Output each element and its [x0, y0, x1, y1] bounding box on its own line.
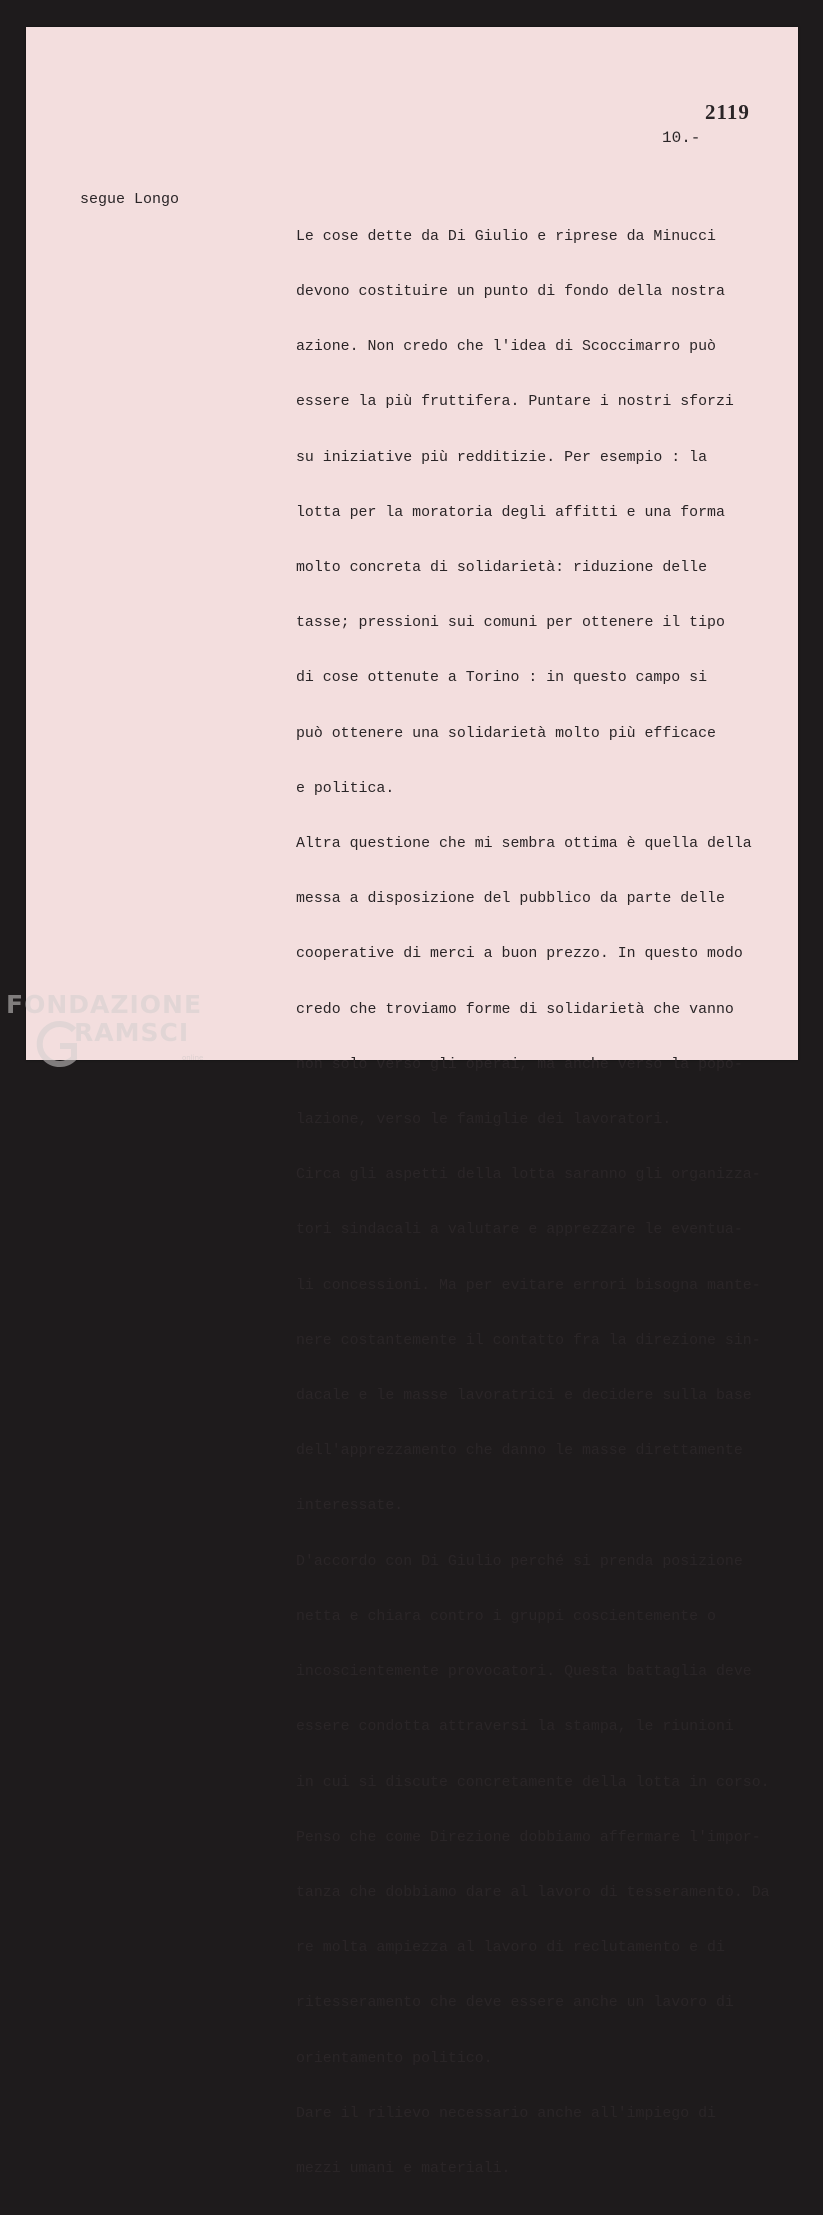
text-line: azione. Non credo che l'idea di Scoccimarro può: [296, 339, 716, 356]
text-line: Circa gli aspetti della lotta saranno gli organizza-: [296, 1167, 761, 1184]
text-line: essere la più fruttifera. Puntare i nostri sforzi: [296, 394, 734, 411]
text-line: interessate.: [296, 1498, 404, 1515]
text-line: mezzi umani e materiali.: [296, 2160, 511, 2177]
text-line: cooperative di merci a buon prezzo. In questo modo: [296, 946, 743, 963]
watermark-line-2: RAMSCI: [74, 1018, 190, 1047]
speaker-label: segue Longo: [80, 191, 180, 208]
section-number: 10.-: [662, 129, 701, 147]
text-line: tori sindacali a valutare e apprezzare le eventua-: [296, 1222, 743, 1239]
text-line: li concessioni. Ma per evitare errori bisogna mante-: [296, 1277, 761, 1294]
text-line: su iniziative più redditizie. Per esempio : la: [296, 449, 708, 466]
fondazione-gramsci-watermark: [6, 990, 206, 1080]
text-line: lotta per la moratoria degli affitti e una forma: [296, 504, 725, 521]
text-line: messa a disposizione del pubblico da parte delle: [296, 891, 725, 908]
text-line: re molta ampiezza al lavoro di reclutamento e di: [296, 1940, 725, 1957]
text-line: può ottenere una solidarietà molto più efficace: [296, 725, 716, 742]
text-line: credo che troviamo forme di solidarietà che vanno: [296, 1001, 734, 1018]
watermark-line-1: FONDAZIONE: [6, 990, 203, 1019]
document-page: [26, 27, 798, 2177]
text-line: netta e chiara contro i gruppi coscientemente o: [296, 1608, 716, 1625]
text-line: essere condotta attraversi la stampa, le riunioni: [296, 1719, 734, 1736]
text-line: incoscientemente provocatori. Questa battaglia deve: [296, 1664, 752, 1681]
text-line: orientamento politico.: [296, 2050, 493, 2067]
text-line: non solo verso gli operai, ma anche verso la popo-: [296, 1056, 743, 1073]
text-line: tasse; pressioni sui comuni per ottenere il tipo: [296, 615, 725, 632]
text-line: molto concreta di solidarietà: riduzione delle: [296, 560, 708, 577]
text-line: Altra questione che mi sembra ottima è quella della: [296, 836, 752, 853]
text-line: dacale e le masse lavoratrici e decidere sulla base: [296, 1388, 752, 1405]
text-line: di cose ottenute a Torino : in questo campo si: [296, 670, 708, 687]
text-line: tanza che dobbiamo dare al lavoro di tesseramento. Da: [296, 1884, 770, 1901]
text-line: Le cose dette da Di Giulio e riprese da Minucci: [296, 228, 716, 245]
text-line: Dare il rilievo necessario anche all'impiego di: [296, 2105, 716, 2122]
watermark-online: online: [182, 1054, 204, 1062]
text-line: D'accordo con Di Giulio perché si prenda posizione: [296, 1553, 743, 1570]
text-line: lazione, verso le famiglie dei lavoratori.: [296, 1112, 672, 1129]
text-line: dell'apprezzamento che danno le masse direttamente: [296, 1443, 743, 1460]
text-line: devono costituire un punto di fondo della nostra: [296, 284, 725, 301]
text-line: Penso che come Direzione dobbiamo affermare l'impor-: [296, 1829, 761, 1846]
body-text: [296, 191, 770, 2215]
text-line: in cui si discute concretamente della lotta in corso.: [296, 1774, 770, 1791]
text-line: e politica.: [296, 780, 395, 797]
text-line: nere costantemente il contatto fra la direzione sin-: [296, 1332, 761, 1349]
page-number: 2119: [705, 100, 750, 124]
text-line: ritesseramento che deve essere anche un lavoro di: [296, 1995, 734, 2012]
